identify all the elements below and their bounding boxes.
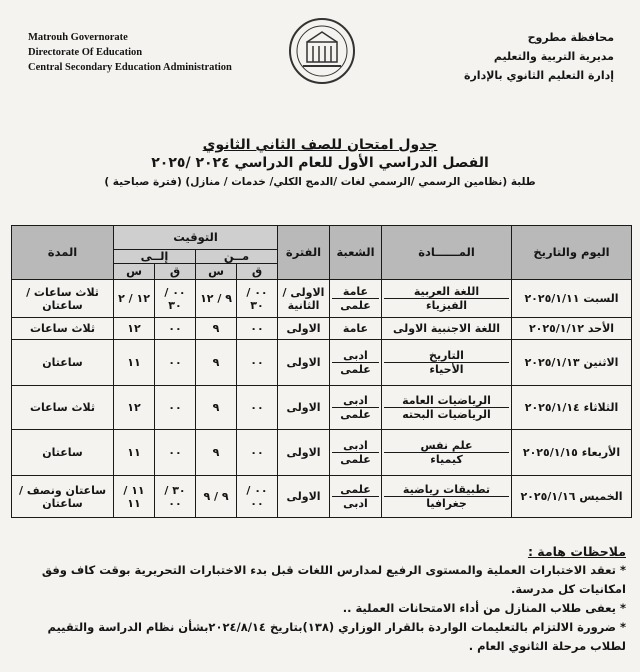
administration-en: Central Secondary Education Administration (28, 62, 232, 73)
exam-schedule-table (11, 225, 632, 518)
header-from-q: ق (237, 264, 278, 280)
row-from-s: ٩ (196, 318, 237, 340)
row-from-q: ٠٠ (237, 318, 278, 340)
row-from-s: ٩ / ١٢ (196, 280, 237, 318)
row-to-s: ١١ / ١١ (114, 476, 155, 518)
row-from-s: ٩ (196, 340, 237, 386)
title-line-2: الفصل الدراسي الأول للعام الدراسي ٢٠٢٤ /٢٠٢٥ (151, 155, 489, 171)
row-duration: ثلاث ساعات (12, 318, 114, 340)
row-from-s: ٩ (196, 430, 237, 476)
row-duration: ثلاث ساعات (12, 386, 114, 430)
row-divisions: ادبى علمى (330, 430, 382, 476)
governorate-en: Matrouh Governorate (28, 32, 128, 43)
table-row (12, 386, 632, 430)
title-line-3: طلبة (نظامين الرسمي /الرسمي لغات /الدمج الكلي/ خدمات / منازل) (فترة صباحية ) (104, 176, 536, 188)
administration-ar: إدارة التعليم الثانوي بالإدارة (463, 69, 614, 82)
row-duration: ثلاث ساعات / ساعتان (12, 280, 114, 318)
row-subjects: علم نفس كيمياء (382, 430, 512, 476)
table-row (12, 430, 632, 476)
header-period: الفترة (278, 226, 330, 280)
header-duration: المدة (12, 226, 114, 280)
header-to: إلــى (114, 250, 196, 264)
header-from: مــن (196, 250, 278, 264)
row-to-s: ١١ (114, 340, 155, 386)
row-to-s: ١٢ (114, 318, 155, 340)
table-row (12, 280, 632, 318)
notes-heading: ملاحظات هامة : (527, 544, 626, 559)
row-to-s: ١٢ / ٢ (114, 280, 155, 318)
directorate-en: Directorate Of Education (28, 47, 143, 58)
row-from-q: ٠٠ / ٣٠ (237, 280, 278, 318)
directorate-ar: مديرية التربية والتعليم (493, 50, 614, 63)
header-to-q: ق (155, 264, 196, 280)
row-period: الاولى (278, 318, 330, 340)
row-subjects: اللغة الاجنبية الاولى (382, 318, 512, 340)
row-period: الاولى (278, 430, 330, 476)
header-subject: المــــــادة (382, 226, 512, 280)
row-to-q: ٠٠ / ٣٠ (155, 280, 196, 318)
row-period: الاولى (278, 386, 330, 430)
row-duration: ساعتان (12, 340, 114, 386)
row-day-date: الثلاثاء ٢٠٢٥/١/١٤ (512, 386, 632, 430)
note-item: * يعفى طلاب المنازل من أداء الامتحانات العملية .. (342, 601, 626, 615)
row-divisions: ادبى علمى (330, 386, 382, 430)
header-day-date: اليوم والتاريخ (512, 226, 632, 280)
row-period: الاولى (278, 340, 330, 386)
row-subjects: التاريخ الأحياء (382, 340, 512, 386)
header-from-s: س (196, 264, 237, 280)
note-item: * تعقد الاختبارات العملية والمستوى الرفيع لمدارس اللغات قبل بدء الاختبارات التحريرية بوقت كاف وفق امكانيات كل مدرسة. (41, 563, 626, 596)
row-day-date: الأحد ٢٠٢٥/١/١٢ (512, 318, 632, 340)
row-to-s: ١١ (114, 430, 155, 476)
header-arabic (424, 28, 614, 85)
row-from-s: ٩ / ٩ (196, 476, 237, 518)
row-from-q: ٠٠ (237, 340, 278, 386)
row-day-date: الخميس ٢٠٢٥/١/١٦ (512, 476, 632, 518)
row-divisions: علمى ادبى (330, 476, 382, 518)
row-subjects: الرياضيات العامة الرياضيات البحته (382, 386, 512, 430)
row-from-q: ٠٠ (237, 430, 278, 476)
row-to-q: ٠٠ (155, 340, 196, 386)
header-timing: التوقيت (114, 226, 278, 250)
title-line-1: جدول امتحان للصف الثاني الثانوي (202, 137, 438, 153)
row-duration: ساعتان (12, 430, 114, 476)
row-day-date: السبت ٢٠٢٥/١/١١ (512, 280, 632, 318)
document-title-block (60, 136, 580, 192)
note-item: * ضرورة الالتزام بالتعليمات الواردة بالقرار الوزاري (١٣٨)بتاريخ ٢٠٢٤/٨/١٤بشأن نظام الدراسة والتقييم لطلاب مرحلة الثانوي العام . (47, 620, 626, 653)
row-to-q: ٣٠ / ٠٠ (155, 476, 196, 518)
row-to-q: ٠٠ (155, 386, 196, 430)
row-divisions: عامة علمى (330, 280, 382, 318)
row-day-date: الاثنين ٢٠٢٥/١/١٣ (512, 340, 632, 386)
row-from-q: ٠٠ (237, 386, 278, 430)
row-period: الاولى / الثانية (278, 280, 330, 318)
row-divisions: ادبى علمى (330, 340, 382, 386)
row-to-q: ٠٠ (155, 430, 196, 476)
header-division: الشعبة (330, 226, 382, 280)
header-to-s: س (114, 264, 155, 280)
row-to-s: ١٢ (114, 386, 155, 430)
header-english (28, 30, 232, 75)
row-subjects: تطبيقات رياضية جغرافيا (382, 476, 512, 518)
row-to-q: ٠٠ (155, 318, 196, 340)
row-period: الاولى (278, 476, 330, 518)
table-row (12, 476, 632, 518)
row-from-q: ٠٠ / ٠٠ (237, 476, 278, 518)
table-row (12, 340, 632, 386)
row-divisions: عامة (330, 318, 382, 340)
row-day-date: الأربعاء ٢٠٢٥/١/١٥ (512, 430, 632, 476)
governorate-ar: محافظة مطروح (527, 31, 614, 44)
row-subjects: اللغة العربية الفيزياء (382, 280, 512, 318)
row-duration: ساعتان ونصف / ساعتان (12, 476, 114, 518)
seal-emblem-icon (287, 16, 357, 86)
notes-section (14, 542, 626, 656)
row-from-s: ٩ (196, 386, 237, 430)
table-row (12, 318, 632, 340)
